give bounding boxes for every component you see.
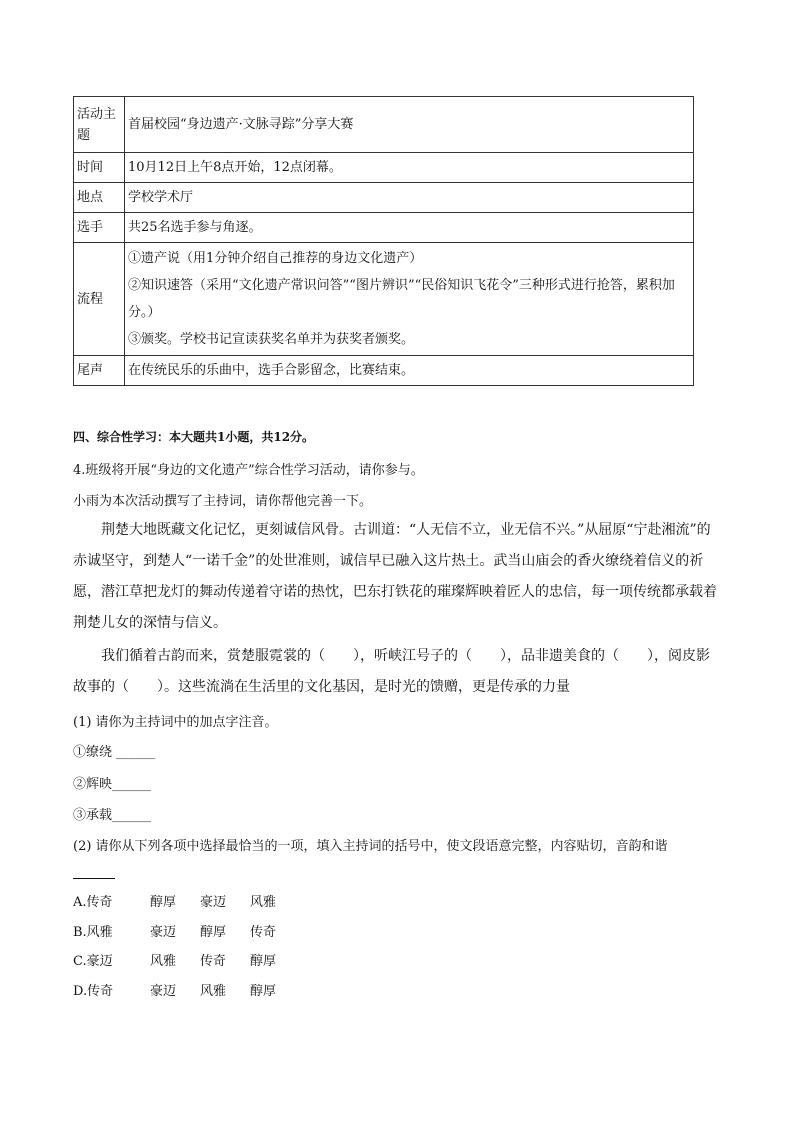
table-row (74, 356, 694, 386)
option-word: 风雅 (250, 895, 277, 910)
row-key: 活动主题 (74, 97, 125, 153)
table-row (74, 213, 694, 243)
row-value: 首届校园“身边遗产·文脉寻踪”分享大赛 (125, 97, 694, 153)
option-word: 醇厚 (250, 984, 277, 999)
host-script-paragraph: 荆楚大地既藏文化记忆，更刻诚信风骨。古训道：“人无信不立，业无信不兴。”从屈原“宁赴湘流”的赤诚坚守，到楚人“一诺千金”的处世准则，诚信早已融入这片热土。武当山庙会的香火缭绕着信义的祈愿，潜江草把龙灯的舞动传递着守诺的热忱，巴东打铁花的璀璨辉映着匠人的忠信，每一项传统都承载着荆楚儿女的深情与信义。 (73, 522, 717, 631)
option-word: 豪迈 (150, 984, 177, 999)
process-step: ③颁奖。学校书记宣读获奖名单并为获奖者颁奖。 (128, 332, 415, 347)
choice-option (73, 950, 300, 969)
row-key: 尾声 (74, 356, 125, 386)
option-word: 醇厚 (200, 925, 227, 940)
option-word: 醇厚 (150, 895, 177, 910)
pinyin-item: ②辉映______ (73, 777, 152, 792)
option-word: 传奇 (250, 925, 277, 940)
question-lead: 小雨为本次活动撰写了主持词，请你帮他完善一下。 (73, 494, 373, 509)
row-key: 选手 (74, 213, 125, 243)
option-word: 醇厚 (250, 954, 277, 969)
option-letter: A.传奇 (73, 895, 113, 910)
process-step: ②知识速答（采用“文化遗产常识问答”“图片辨识”“民俗知识飞花令”三种形式进行抢答，累积加分。） (128, 278, 675, 320)
row-value: 10月12日上午8点开始，12点闭幕。 (125, 153, 694, 183)
table-row (74, 153, 694, 183)
option-letter: D.传奇 (73, 984, 114, 999)
option-word: 风雅 (150, 954, 177, 969)
sub-question-2: (2) 请你从下列各项中选择最恰当的一项，填入主持词的括号中，使文段语意完整，内容贴切，音韵和谐 (73, 839, 668, 854)
option-word: 豪迈 (150, 925, 177, 940)
pinyin-item: ①缭绕 ______ (73, 745, 156, 760)
row-value (125, 243, 694, 356)
table-row (74, 97, 694, 153)
row-value: 共25名选手参与角逐。 (125, 213, 694, 243)
choice-option (73, 980, 300, 999)
section-title: 四、综合性学习：本大题共1小题，共12分。 (73, 430, 315, 444)
option-letter: C.豪迈 (73, 954, 113, 969)
row-value: 学校学术厅 (125, 183, 694, 213)
row-value: 在传统民乐的乐曲中，选手合影留念，比赛结束。 (125, 356, 694, 386)
host-script-paragraph: 我们循着古韵而来，赏楚服霓裳的（ ），听峡江号子的（ ），品非遗美食的（ ），阅皮影故事的（ ）。这些流淌在生活里的文化基因，是时光的馈赠，更是传承的力量 (73, 648, 710, 695)
row-key: 流程 (74, 243, 125, 356)
choice-option (73, 891, 300, 910)
option-word: 风雅 (200, 984, 227, 999)
option-word: 豪迈 (200, 895, 227, 910)
process-step: ①遗产说（用1分钟介绍自己推荐的身边文化遗产） (128, 251, 423, 266)
option-word: 传奇 (200, 954, 227, 969)
choice-option (73, 921, 300, 940)
table-row (74, 243, 694, 356)
activity-info-table (73, 96, 694, 386)
answer-blank-line (73, 878, 115, 879)
table-row (74, 183, 694, 213)
sub-question-1: (1) 请你为主持词中的加点字注音。 (73, 715, 278, 730)
question-intro: 4.班级将开展“身边的文化遗产”综合性学习活动，请你参与。 (73, 463, 424, 478)
row-key: 时间 (74, 153, 125, 183)
row-key: 地点 (74, 183, 125, 213)
pinyin-item: ③承载______ (73, 808, 152, 823)
option-letter: B.风雅 (73, 925, 113, 940)
